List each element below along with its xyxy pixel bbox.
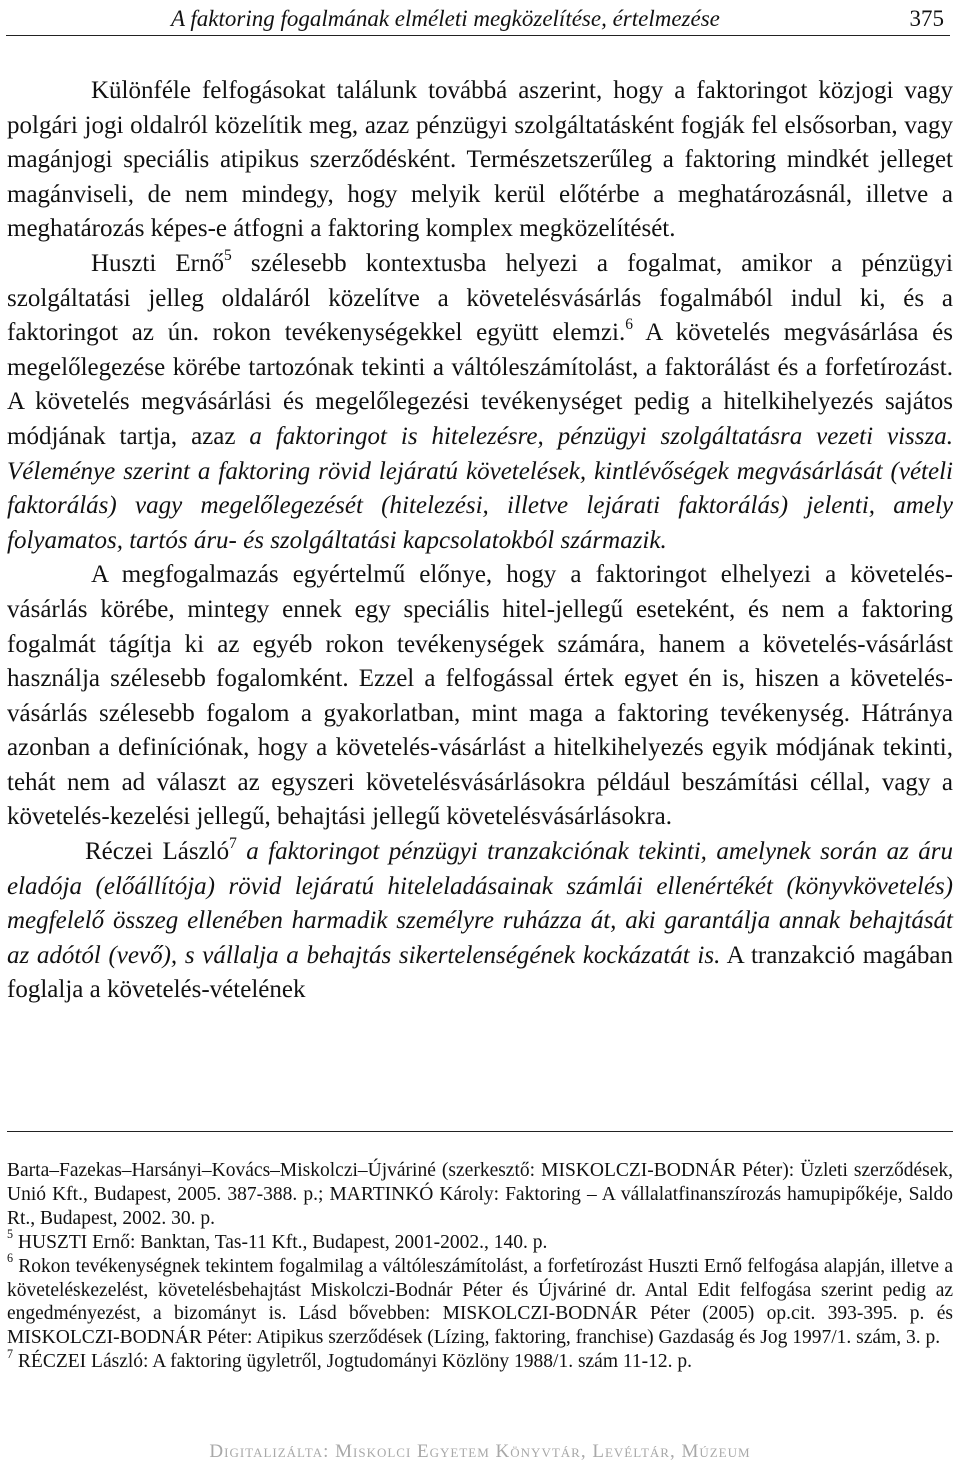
paragraph-4-text: A tranzakció magában foglalja a követelés-vételének [7,941,953,1004]
footnote-6-number: 6 [7,1251,14,1266]
footnotes [7,1159,953,1374]
main-text [7,74,953,1008]
page-number: 375 [909,6,944,31]
footnote-6 [7,1251,953,1351]
footnote-7 [7,1346,953,1374]
paragraph-2-text-a: szélesebb kontextusba helyezi a fogalmat, amikor a pénzügyi szolgáltatási jelleg oldaláról közelítve a követelésvásárlás fogalmából indul ki, és a faktoringot az ún. rokon tevékenységekkel együtt elemzi. [7,249,953,347]
footnote-6-text: Rokon tevékenységnek tekintem fogalmilag a váltóleszámítolást, a forfetírozást Huszti Ernő felfogása alapján, illetve a követeléskezelést, követelésbehajtást Miskolczi-Bodnár Péter és Újváriné dr. Antal Edit felfogása szerint pedig az engedményezést, a bizományt is. Lásd bővebben: MISKOLCZI-BODNÁR Péter (2005) op.cit. 393-395. p. és MISKOLCZI-BODNÁR Péter: Atipikus szerződések (Lízing, faktoring, franchise) Gazdaság és Jog 1997/1. szám, 3. p. [7,1255,953,1349]
footnote-ref-6: 6 [625,315,633,333]
footnote-rule [7,1131,953,1132]
footnote-5-number: 5 [7,1227,14,1242]
paragraph-2-italic: a faktoringot is hitelezésre, pénzügyi szolgáltatásra vezeti vissza. Véleménye szerint a faktoring rövid lejáratú követelések, kintlévőségek megvásárlását (vételi faktorálás) vagy megelőlegezését (hitelezési, illetve lejárati faktorálás) jelenti, amely folyamatos, tartós áru- és szolgáltatási kapcsolatokból származik. [7,422,953,554]
footnote-5-text: HUSZTI Ernő: Banktan, Tas-11 Kft., Budapest, 2001-2002., 140. p. [13,1231,548,1253]
footnote-5 [7,1227,953,1255]
header-rule [6,35,950,36]
author-name-reczei: Réczei László [85,838,230,866]
paragraph-2 [7,247,953,558]
paragraph-4-italic: a faktoringot pénzügyi tranzakciónak tekinti, amelynek során az áru eladója (előállítója) rövid lejáratú hiteleladásainak számlái ellenértékét (könyvkövetelés) megfelelő összeg ellenében harmadik személyre ruházza át, aki garantálja annak behajtását az adótól (vevő), s vállalja a behajtás sikertelenségének kockázatát is. [7,838,953,969]
footnote-continuation: Barta–Fazekas–Harsányi–Kovács–Miskolczi–Újváriné (szerkesztő: MISKOLCZI-BODNÁR Péter): Üzleti szerződések, Unió Kft., Budapest, 2005. 387-388. p.; MARTINKÓ Károly: Faktoring – A vállalatfinanszírozás hamupipőkéje, Saldo Rt., Budapest, 2002. 30. p. [7,1160,953,1229]
paragraph-2-text-b: A követelés megvásárlása és megelőlegezése körébe tartozónak tekinti a váltóleszámítolást, a faktorálást és a forfetírozást. A követelés megvásárlási és megelőlegezési tevékenységet pedig a hitelkihelyezés sajátos módjának tartja, azaz [7,319,953,450]
footnote-7-number: 7 [7,1346,14,1361]
paragraph-4 [7,835,953,1008]
running-title: A faktoring fogalmának elméleti megközelítése, értelmezése [171,6,720,31]
footnote-7-text: RÉCZEI László: A faktoring ügyletről, Jogtudományi Közlöny 1988/1. szám 11-12. p. [13,1351,693,1373]
running-header [6,4,956,34]
footnote-ref-7: 7 [229,834,237,852]
paragraph-3: A megfogalmazás egyértelmű előnye, hogy a faktoringot elhelyezi a követelés-vásárlás körébe, mintegy ennek egy speciális hitel-jellegű eseteként, és nem a faktoring fogalmát tágítja ki az egyéb rokon tevékenységek számára, hanem a követelés-vásárlást használja szélesebb fogalomként. Ezzel a felfogással értek egyet én is, hiszen a követelés-vásárlás szélesebb fogalom a gyakorlatban, mint maga a faktoring tevékenység. Hátránya azonban a definíciónak, hogy a követelés-vásárlást a hitelkihelyezés egyik módjának tekinti, tehát nem ad választ az egyszeri követelésvásárlásokra például beszámítási céllal, vagy a követelés-kezelési jellegű, behajtási jellegű követelésvásárlásokra. [7,561,953,831]
author-name-huszti: Huszti Ernő [91,249,224,277]
digitization-watermark: Digitalizálta: Miskolci Egyetem Könyvtár, Levéltár, Múzeum [209,1441,751,1462]
footnote-ref-5: 5 [223,246,232,264]
paragraph-1: Különféle felfogásokat találunk továbbá aszerint, hogy a faktoringot közjogi vagy polgári jogi oldalról közelítik meg, azaz pénzügyi szolgáltatásként fogják fel elsősorban, vagy magánjogi speciális atipikus szerződésként. Természetszerűleg a faktoring mindkét jelleget magánviseli, de nem mindegy, hogy melyik kerül előtérbe a meghatározásnál, illetve a meghatározás képes-e átfogni a faktoring komplex megközelítését. [7,77,953,243]
